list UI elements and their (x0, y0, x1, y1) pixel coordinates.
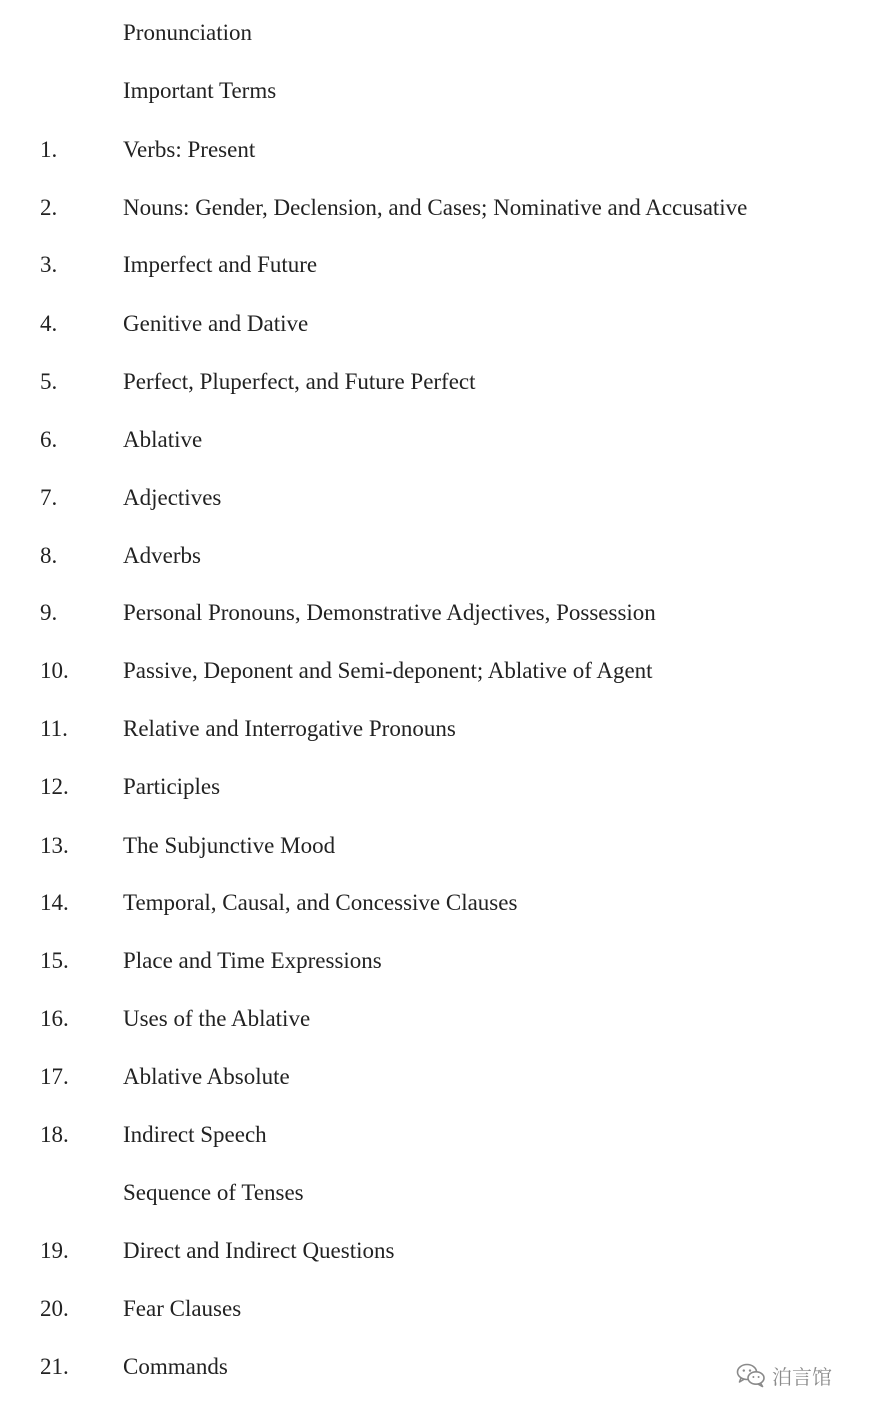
toc-entry (0, 13, 871, 53)
toc-entry (0, 188, 871, 228)
toc-entry-title: Sequence of Tenses (123, 1180, 304, 1205)
toc-entry-title: Verbs: Present (123, 137, 256, 162)
toc-entry-title: Genitive and Dative (123, 311, 309, 336)
toc-entry-title: Fear Clauses (123, 1296, 242, 1321)
toc-entry-number: 2. (40, 195, 58, 220)
toc-entry-title: Place and Time Expressions (123, 948, 382, 973)
toc-entry-number: 13. (40, 833, 69, 858)
toc-entry-number: 11. (40, 716, 68, 741)
toc-entry-number: 15. (40, 948, 69, 973)
toc-entry-title: Commands (123, 1354, 228, 1379)
toc-entry-title: Ablative Absolute (123, 1064, 290, 1089)
toc-entry-title: Nouns: Gender, Declension, and Cases; Nominative and Accusative (123, 195, 748, 220)
toc-entry-number: 4. (40, 311, 58, 336)
toc-entry (0, 883, 871, 923)
toc-entry-title: Temporal, Causal, and Concessive Clauses (123, 890, 518, 915)
toc-entry-number: 19. (40, 1238, 69, 1263)
toc-entry (0, 130, 871, 170)
toc-entry (0, 826, 871, 866)
toc-entry-title: Uses of the Ablative (123, 1006, 311, 1031)
toc-entry (0, 420, 871, 460)
watermark-text: 泊言馆 (772, 1364, 832, 1389)
toc-entry-number: 21. (40, 1354, 69, 1379)
toc-entry (0, 536, 871, 576)
toc-entry-number: 10. (40, 658, 69, 683)
toc-entry (0, 71, 871, 111)
toc-entry-title: Indirect Speech (123, 1122, 267, 1147)
toc-entry-number: 5. (40, 369, 58, 394)
watermark (736, 1358, 832, 1392)
toc-entry-number: 20. (40, 1296, 69, 1321)
toc-entry (0, 1057, 871, 1097)
toc-entry-number: 16. (40, 1006, 69, 1031)
toc-entry-number: 8. (40, 543, 58, 568)
toc-entry (0, 1173, 871, 1213)
toc-entry-number: 12. (40, 774, 69, 799)
toc-entry-title: Relative and Interrogative Pronouns (123, 716, 456, 741)
toc-entry-number: 9. (40, 600, 58, 625)
toc-entry (0, 245, 871, 285)
toc-entry (0, 304, 871, 344)
toc-entry-number: 1. (40, 137, 58, 162)
toc-entry (0, 1289, 871, 1329)
toc-entry-title: The Subjunctive Mood (123, 833, 336, 858)
toc-entry (0, 1231, 871, 1271)
toc-entry (0, 999, 871, 1039)
toc-entry-number: 6. (40, 427, 58, 452)
toc-entry-title: Imperfect and Future (123, 252, 318, 277)
toc-entry (0, 478, 871, 518)
toc-entry-title: Adjectives (123, 485, 222, 510)
toc-entry-title: Ablative (123, 427, 203, 452)
toc-entry (0, 1115, 871, 1155)
wechat-icon (736, 1362, 766, 1388)
toc-entry-title: Pronunciation (123, 20, 253, 45)
toc-entry-title: Participles (123, 774, 221, 799)
toc-entry-title: Personal Pronouns, Demonstrative Adjectives, Possession (123, 600, 656, 625)
toc-entry (0, 941, 871, 981)
toc-entry (0, 709, 871, 749)
toc-entry (0, 767, 871, 807)
toc-entry-number: 14. (40, 890, 69, 915)
toc-entry-title: Important Terms (123, 78, 277, 103)
toc-entry-title: Direct and Indirect Questions (123, 1238, 395, 1263)
toc-entry (0, 651, 871, 691)
toc-entry-title: Adverbs (123, 543, 201, 568)
toc-entry-number: 3. (40, 252, 58, 277)
toc-entry-number: 7. (40, 485, 58, 510)
toc-entry (0, 362, 871, 402)
toc-entry-title: Passive, Deponent and Semi-deponent; Ablative of Agent (123, 658, 653, 683)
toc-entry-number: 17. (40, 1064, 69, 1089)
toc-entry (0, 593, 871, 633)
toc-entry-number: 18. (40, 1122, 69, 1147)
toc-entry-title: Perfect, Pluperfect, and Future Perfect (123, 369, 476, 394)
